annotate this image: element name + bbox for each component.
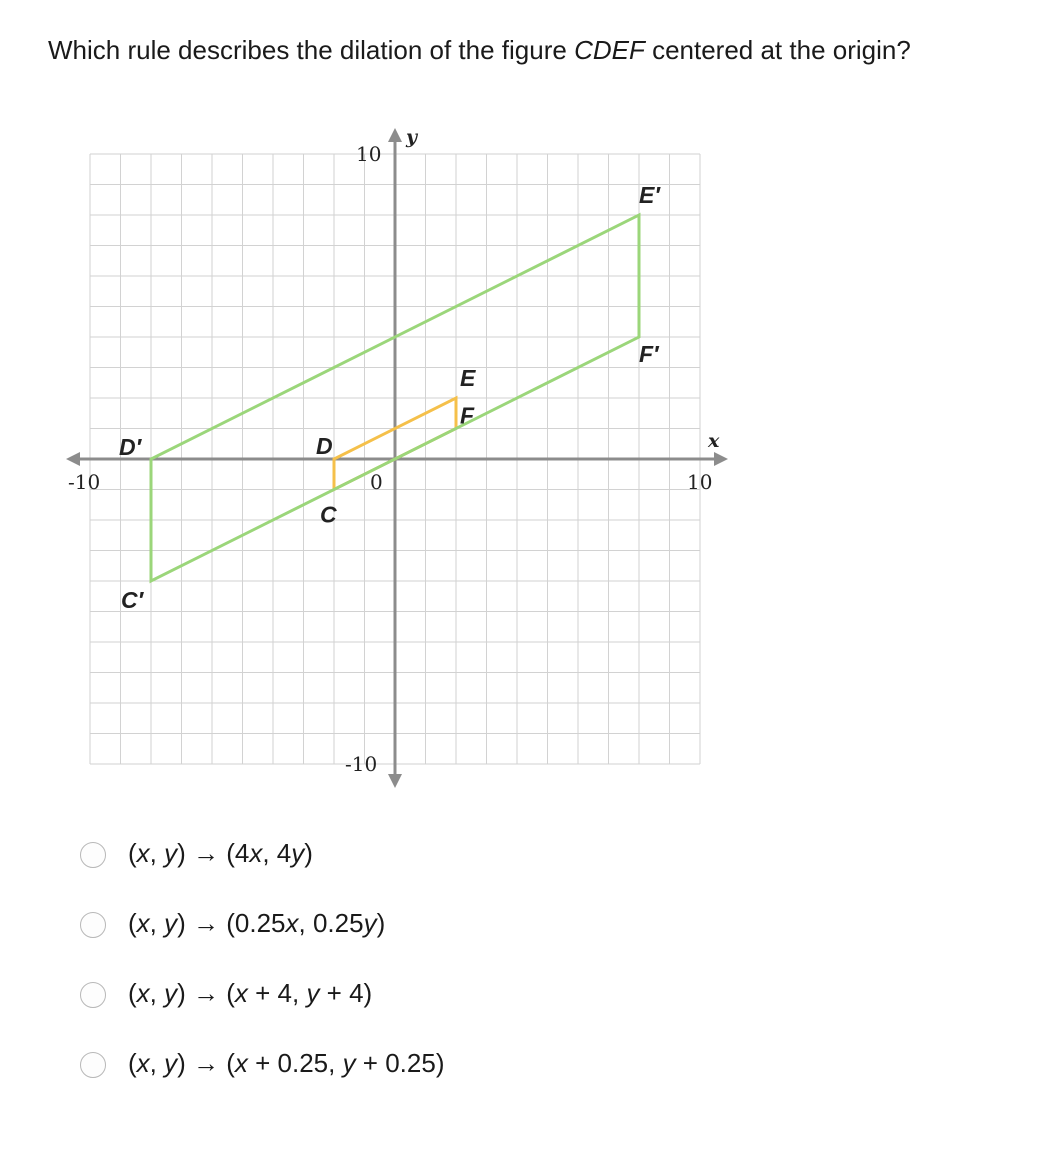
x-max-tick-label: 10 <box>687 470 713 494</box>
vertex-label: E <box>460 365 476 391</box>
origin-label: 0 <box>370 470 383 494</box>
vertex-label: C <box>320 501 337 528</box>
choice-label[interactable]: (x, y) → (x + 4, y + 4) <box>128 978 373 1008</box>
vertex-label: F <box>460 402 475 429</box>
y-axis-label: y <box>406 126 418 148</box>
vertex-label: D′ <box>119 434 142 460</box>
choice-label[interactable]: (x, y) → (x + 0.25, y + 0.25) <box>128 1048 445 1078</box>
radio-button[interactable] <box>80 982 106 1008</box>
choice-label[interactable]: (x, y) → (0.25x, 0.25y) <box>128 908 386 938</box>
vertex-label: F′ <box>639 341 659 367</box>
choice-option[interactable] <box>80 833 444 903</box>
radio-button[interactable] <box>80 1052 106 1078</box>
choice-option[interactable] <box>80 1043 444 1113</box>
y-axis-down-arrow-icon <box>388 774 402 788</box>
radio-button[interactable] <box>80 912 106 938</box>
answer-choices <box>80 833 444 1113</box>
question-figure-name: CDEF <box>574 35 645 65</box>
y-max-tick-label: 10 <box>356 142 382 166</box>
vertex-label: D <box>316 433 333 459</box>
question-text <box>48 34 911 66</box>
vertex-label: C′ <box>121 587 144 613</box>
y-axis-up-arrow-icon <box>388 128 402 142</box>
choice-option[interactable] <box>80 903 444 973</box>
question-prefix: Which rule describes the dilation of the figure <box>48 35 575 65</box>
x-axis-left-arrow-icon <box>66 452 80 466</box>
radio-button[interactable] <box>80 842 106 868</box>
choice-option[interactable] <box>80 973 444 1043</box>
y-min-tick-label: -10 <box>345 752 378 776</box>
vertex-label: E′ <box>639 182 660 208</box>
x-axis-right-arrow-icon <box>714 452 728 466</box>
coordinate-plane <box>0 110 800 800</box>
choice-label[interactable]: (x, y) → (4x, 4y) <box>128 838 313 868</box>
x-min-tick-label: -10 <box>68 470 101 494</box>
question-suffix: centered at the origin? <box>644 35 911 65</box>
x-axis-label: x <box>708 430 720 452</box>
